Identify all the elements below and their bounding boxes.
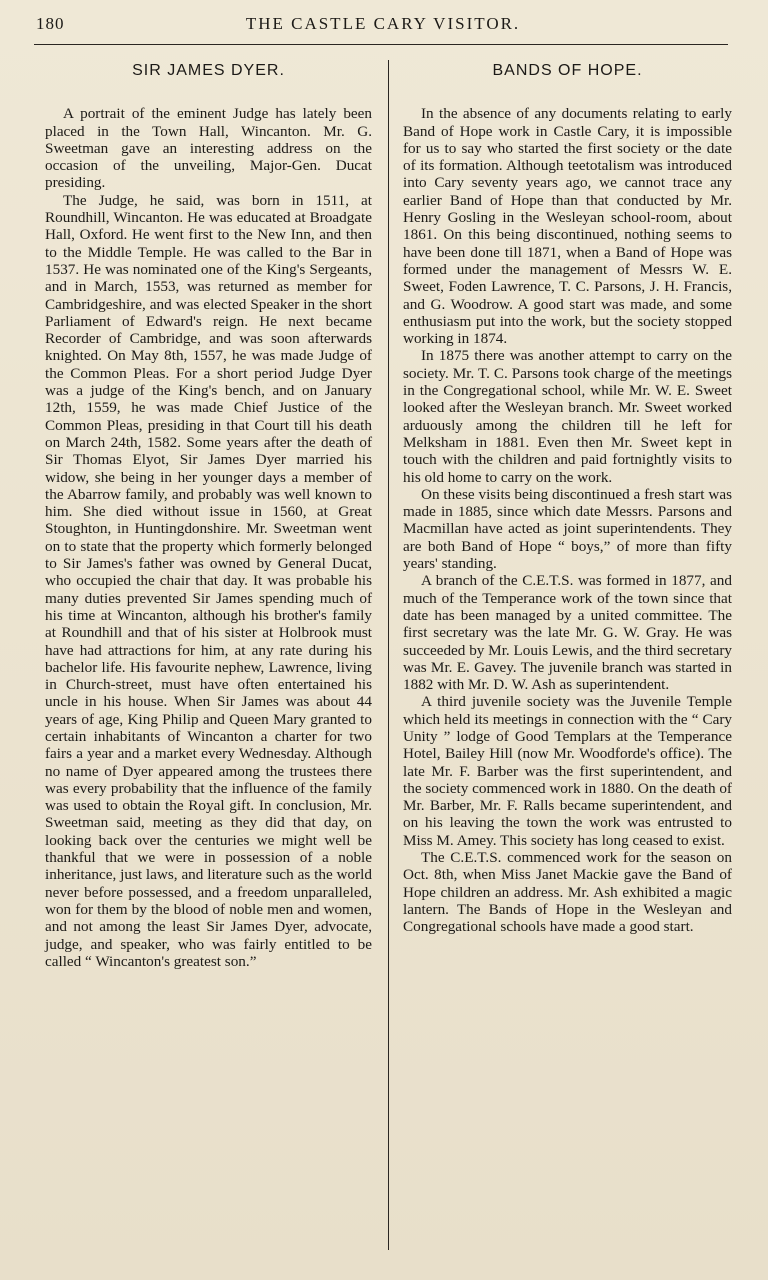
column-divider [388, 60, 389, 1250]
article-sir-james-dyer [45, 62, 372, 970]
article-title: BANDS OF HOPE. [492, 62, 643, 79]
article-paragraph: The Judge, he said, was born in 1511, at Roundhill, Wincanton. He was educated at Broadgate Hall, Oxford. He went first to the New Inn, and then to the Middle Temple. He was called to the Bar in 1537. He was nominated one of the King's Sergeants, and in March, 1553, was returned as member for Cambridgeshire, and was elected Speaker in the short Parliament of Edward's reign. He next became Recorder of Cambridge, and was soon afterwards knighted. On May 8th, 1557, he was made Judge of the Common Pleas. For a short period Judge Dyer was a judge of the King's bench, and on January 12th, 1559, he was made Chief Justice of the Common Pleas, presiding in that Court till his death on March 24th, 1582. Some years after the death of Sir Thomas Elyot, Sir James Dyer married his widow, she being in her younger days a member of the Abarrow family, and probably was well known to him. She died without issue in 1560, at Great Stoughton, in Huntingdonshire. Mr. Sweetman went on to state that the property which formerly belonged to Sir James's father was owned by General Ducat, who occupied the chair that day. It was probable his many duties prevented Sir James spending much of his time at Wincanton, although his brother's family at Roundhill and that of his sister at Holbrook must have had attractions for him, at any rate during his bachelor life. His favourite nephew, Lawrence, living in Church-street, must have often entertained his uncle in his house. When Sir James was about 44 years of age, King Philip and Queen Mary granted to certain inhabitants of Wincanton a charter for two fairs a year and a market every Wednesday. Although no name of Dyer appeared among the trustees there was every probability that the influence of the family was used to obtain the Royal gift. In conclusion, Mr. Sweetman said, meeting as they did that day, on looking back over the centuries we might well be thankful that we were in possession of a noble inheritance, just laws, and literature such as the world never before possessed, and a freedom unparalleled, won for them by the blood of noble men and women, and not among the least Sir James Dyer, advocate, judge, and speaker, who was fairly entitled to be called “ Wincanton's greatest son.” [45, 191, 372, 970]
article-bands-of-hope [403, 62, 732, 936]
article-paragraph: The C.E.T.S. commenced work for the season on Oct. 8th, when Miss Janet Mackie gave the Band of Hope children an address. Mr. Ash exhibited a magic lantern. The Bands of Hope in the Wesleyan and Congregational schools have made a good start. [403, 849, 732, 936]
article-paragraph: In 1875 there was another attempt to carry on the society. Mr. T. C. Parsons took charge of the meetings in the Congregational school, while Mr. W. E. Sweet looked after the Wesleyan branch. Mr. Sweet worked arduously among the children till he left for Melksham in 1881. Even then Mr. Sweet kept in touch with the children and paid fortnightly visits to his old home to carry on the work. [403, 347, 732, 486]
article-paragraph: A portrait of the eminent Judge has lately been placed in the Town Hall, Wincanton. Mr. G. Sweetman gave an interesting address on the occasion of the unveiling, Major-Gen. Ducat presiding. [45, 105, 372, 192]
article-paragraph: A third juvenile society was the Juvenile Temple which held its meetings in connection with the “ Cary Unity ” lodge of Good Templars at the Temperance Hotel, Bailey Hill (now Mr. Woodforde's office). The late Mr. F. Barber was the first superintendent, and the society commenced work in 1880. On the death of Mr. Barber, Mr. F. Ralls became superintendent, and on his leaving the town the work was entrusted to Miss M. Amey. This society has long ceased to exist. [403, 693, 732, 849]
article-paragraph: In the absence of any documents relating to early Band of Hope work in Castle Cary, it is impossible for us to say who started the first society or the date of its formation. Although teetotalism was introduced into Cary seventy years ago, we cannot trace any earlier Band of Hope than that conducted by Mr. Henry Gosling in the Wesleyan school-room, about 1861. On this being discontinued, nothing seems to have been done till 1871, when a Band of Hope was formed under the management of Messrs W. E. Sweet, Foden Lawrence, T. C. Parsons, J. H. Francis, and G. Woodrow. A good start was made, and some enthusiasm put into the work, but the society stopped working in 1874. [403, 105, 732, 348]
running-head [36, 12, 730, 36]
journal-title: THE CASTLE CARY VISITOR. [245, 14, 521, 33]
article-title: SIR JAMES DYER. [132, 62, 285, 79]
article-paragraph: A branch of the C.E.T.S. was formed in 1877, and much of the Temperance work of the town since that date has been managed by a united committee. The first secretary was the late Mr. G. W. Gray. He was succeeded by Mr. Louis Lewis, and the third secretary was Mr. E. Gavey. The juvenile branch was started in 1882 with Mr. D. W. Ash as superintendent. [403, 572, 732, 694]
header-rule [34, 44, 728, 45]
article-paragraph: On these visits being discontinued a fresh start was made in 1885, since which date Messrs. Parsons and Macmillan have acted as joint superintendents. They are both Band of Hope “ boys,” of more than fifty years' standing. [403, 485, 732, 573]
page-number: 180 [36, 14, 65, 33]
